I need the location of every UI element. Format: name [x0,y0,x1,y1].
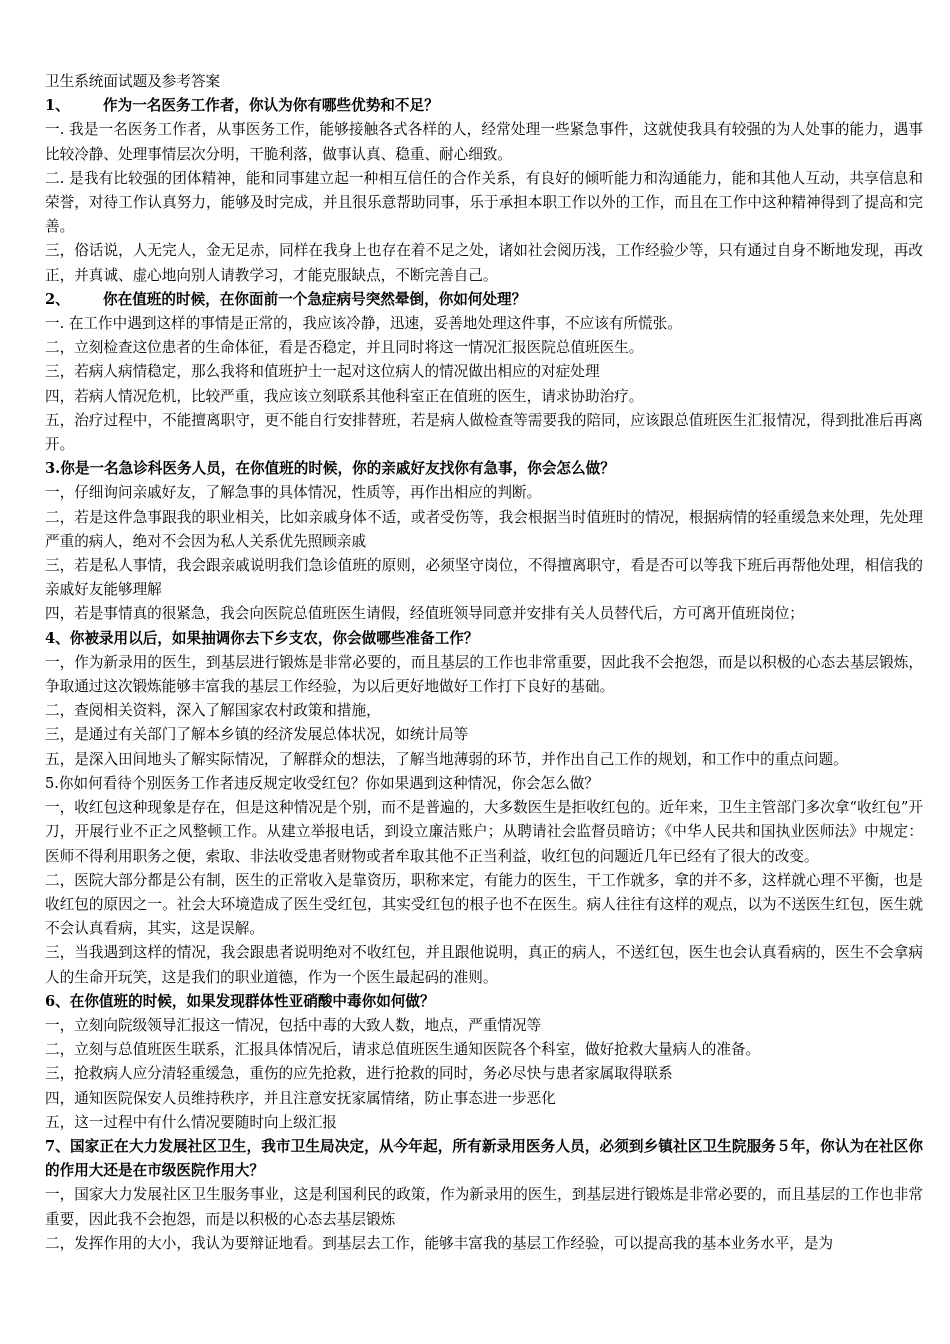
answer-paragraph: 二，立刻与总值班医生联系，汇报具体情况后，请求总值班医生通知医院各个科室，做好抢救大量病人的准备。 [45,1041,761,1059]
answer-paragraph: 二，发挥作用的大小，我认为要辩证地看。到基层去工作，能够丰富我的基层工作经验，可以提高我的基本业务水平，是为 [45,1234,834,1252]
answer-paragraph: 一. 我是一名医务工作者，从事医务工作，能够接触各式各样的人，经常处理一些紧急事件，这就使我具有较强的为人处事的能力，遇事比较冷静、处理事情层次分明，干脆利落，做事认真、稳重、耐心细致。 [45,121,923,163]
question-text: 3.你是一名急诊科医务人员，在你值班的时候，你的亲戚好友找你有急事，你会怎么做？ [45,460,615,478]
qa-sections [45,94,923,1256]
question-text: 4、你被录用以后，如果抽调你去下乡支农，你会做哪些准备工作？ [45,629,479,647]
document-page [45,70,923,1256]
question-heading [45,288,923,312]
answer-paragraph: 五，治疗过程中，不能擅离职守，更不能自行安排替班，若是病人做检查等需要我的陪同，应该跟总值班医生汇报情况，得到批准后再离开。 [45,411,923,454]
answer-paragraph: 二. 是我有比较强的团体精神，能和同事建立起一种相互信任的合作关系，有良好的倾听能力和沟通能力，能和其他人互动，共享信息和荣誉，对待工作认真努力，能够及时完成，并且很乐意帮助同事，乐于承担本职工作以外的工作，而且在工作中这种精神得到了提高和完善。 [45,169,923,236]
answer-paragraph: 二，医院大部分都是公有制，医生的正常收入是靠资历，职称来定，有能力的医生，干工作就多，拿的并不多，这样就心理不平衡，也是收红包的原因之一。社会大环境造成了医生受红包，其实受红包的根子也不在医生。病人往往有这样的观点，以为不送医生红包，医生就不会认真看病，其实，这是误解。 [45,871,923,938]
question-heading [45,94,923,118]
answer-paragraph: 三，抢救病人应分清轻重缓急，重伤的应先抢救，进行抢救的同时，务必尽快与患者家属取得联系 [45,1065,673,1083]
question-heading [45,457,923,481]
answer-paragraph: 三，当我遇到这样的情况，我会跟患者说明绝对不收红包，并且跟他说明，真正的病人，不送红包，医生也会认真看病的，医生不会拿病人的生命开玩笑，这是我们的职业道德，作为一个医生最起码的准则。 [45,944,923,986]
question-heading [45,1135,923,1183]
question-text: 7、国家正在大力发展社区卫生，我市卫生局决定，从今年起，所有新录用医务人员，必须到乡镇社区卫生院服务５年，你认为在社区你的作用大还是在市级医院作用大？ [45,1137,923,1180]
answer-paragraph: 五，这一过程中有什么情况要随时向上级汇报 [45,1113,337,1131]
question-text: 作为一名医务工作者，你认为你有哪些优势和不足？ [103,97,439,115]
question-heading [45,772,923,796]
answer-paragraph: 三，是通过有关部门了解本乡镇的经济发展总体状况，如统计局等 [45,726,469,744]
answer-paragraph: 二，若是这件急事跟我的职业相关，比如亲戚身体不适，或者受伤等，我会根据当时值班时的情况，根据病情的轻重缓急来处理，先处理严重的病人，绝对不会因为私人关系优先照顾亲戚 [45,508,923,550]
document-title: 卫生系统面试题及参考答案 [45,73,221,90]
answer-paragraph: 四，若病人情况危机，比较严重，我应该立刻联系其他科室正在值班的医生，请求协助治疗。 [45,387,644,405]
question-number: 1、 [45,97,70,115]
answer-paragraph: 一，收红包这种现象是存在，但是这种情况是个别，而不是普遍的，大多数医生是拒收红包的。近年来，卫生主管部门多次拿“收红包”开刀，开展行业不正之风整顿工作。从建立举报电话，到设立廉洁账户；从聘请社会监督员暗访；《中华人民共和国执业医师法》中规定：医师不得利用职务之便，索取、非法收受患者财物或者牟取其他不正当利益，收红包的问题近几年已经有了很大的改变。 [45,799,923,865]
question-heading [45,627,923,651]
answer-paragraph: 一，作为新录用的医生，到基层进行锻炼是非常必要的，而且基层的工作也非常重要，因此我不会抱怨，而是以积极的心态去基层锻炼，争取通过这次锻炼能够丰富我的基层工作经验，为以后更好地做好工作打下良好的基础。 [45,653,923,696]
answer-paragraph: 三，若病人病情稳定，那么我将和值班护士一起对这位病人的情况做出相应的对症处理 [45,363,600,381]
answer-paragraph: 一，国家大力发展社区卫生服务事业，这是利国利民的政策，作为新录用的医生，到基层进行锻炼是非常必要的，而且基层的工作也非常重要，因此我不会抱怨，而是以积极的心态去基层锻炼 [45,1186,923,1228]
answer-paragraph: 三，若是私人事情，我会跟亲戚说明我们急诊值班的原则，必须坚守岗位，不得擅离职守，看是否可以等我下班后再帮他处理，相信我的亲戚好友能够理解 [45,557,923,599]
question-text: 6、在你值班的时候，如果发现群体性亚硝酸中毒你如何做？ [45,992,435,1010]
question-number: 2、 [45,290,70,308]
answer-paragraph: 一. 在工作中遇到这样的事情是正常的，我应该冷静，迅速，妥善地处理这件事，不应该有所慌张。 [45,315,682,333]
answer-paragraph: 二，查阅相关资料，深入了解国家农村政策和措施， [45,702,381,720]
answer-paragraph: 四，若是事情真的很紧急，我会向医院总值班医生请假，经值班领导同意并安排有关人员替代后，方可离开值班岗位； [45,605,804,623]
answer-paragraph: 一，立刻向院级领导汇报这一情况，包括中毒的大致人数，地点，严重情况等 [45,1016,542,1034]
answer-paragraph: 四，通知医院保安人员维持秩序，并且注意安抚家属情绪，防止事态进一步恶化 [45,1089,556,1107]
question-text: 5.你如何看待个别医务工作者违反规定收受红包？你如果遇到这种情况，你会怎么做？ [45,774,599,792]
question-heading [45,990,923,1014]
question-text: 你在值班的时候，在你面前一个急症病号突然晕倒，你如何处理？ [103,290,527,308]
answer-paragraph: 五，是深入田间地头了解实际情况，了解群众的想法，了解当地薄弱的环节，并作出自己工作的规划，和工作中的重点问题。 [45,750,848,768]
answer-paragraph: 一，仔细询问亲戚好友，了解急事的具体情况，性质等，再作出相应的判断。 [45,484,542,502]
answer-paragraph: 三，俗话说，人无完人，金无足赤，同样在我身上也存在着不足之处，诸如社会阅历浅，工作经验少等，只有通过自身不断地发现，再改正，并真诚、虚心地向别人请教学习，才能克服缺点，不断完善自己。 [45,242,923,284]
answer-paragraph: 二，立刻检查这位患者的生命体征，看是否稳定，并且同时将这一情况汇报医院总值班医生。 [45,339,644,357]
